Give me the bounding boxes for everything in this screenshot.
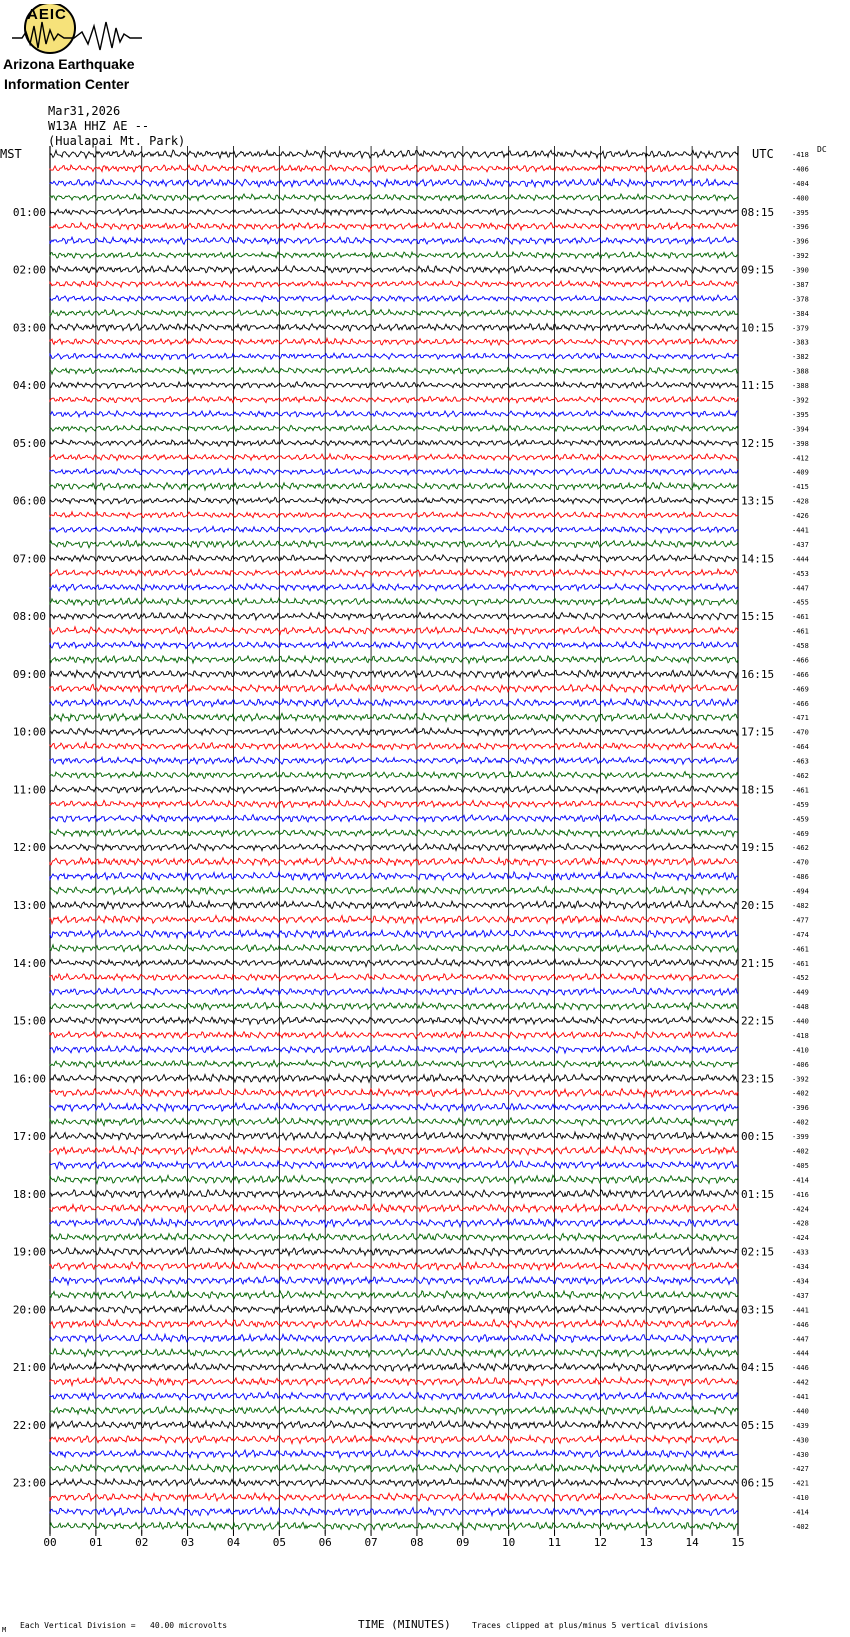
x-tick-label: 01 — [89, 1536, 103, 1549]
utc-hour-label: 19:15 — [741, 841, 775, 855]
x-axis-title: TIME (MINUTES) — [358, 1618, 451, 1631]
dc-offset-label: -469 — [792, 829, 809, 838]
dc-offset-label: -461 — [792, 786, 809, 795]
dc-offset-label: -477 — [792, 916, 809, 925]
seismic-trace — [50, 815, 738, 822]
seismic-trace — [50, 612, 738, 619]
seismic-trace — [50, 209, 738, 216]
seismic-trace — [50, 684, 738, 692]
x-tick-label: 00 — [43, 1536, 57, 1549]
seismic-trace — [50, 310, 738, 317]
utc-hour-label: 04:15 — [741, 1361, 775, 1375]
dc-offset-label: -402 — [792, 1523, 809, 1531]
seismic-trace — [50, 440, 738, 447]
seismic-trace — [50, 699, 738, 707]
seismic-trace — [50, 295, 738, 302]
x-tick-label: 09 — [456, 1536, 470, 1549]
dc-offset-label: -378 — [792, 295, 809, 304]
dc-offset-label: -430 — [792, 1450, 809, 1459]
dc-offset-label: -466 — [792, 699, 809, 708]
dc-offset-label: -424 — [792, 1234, 809, 1243]
mst-hour-label: 18:00 — [12, 1187, 46, 1201]
seismic-trace — [50, 179, 738, 187]
seismic-trace — [50, 974, 738, 981]
seismic-trace — [50, 1407, 738, 1415]
utc-axis-label: UTC — [752, 147, 774, 161]
dc-offset-label: -461 — [792, 613, 809, 622]
dc-offset-label: -418 — [792, 151, 809, 159]
mst-hour-label: 10:00 — [12, 725, 46, 739]
date-label: Mar31,2026 — [48, 104, 121, 118]
dc-offset-label: -395 — [792, 410, 809, 419]
dc-offset-label: -462 — [792, 844, 809, 853]
seismic-trace — [50, 1377, 738, 1385]
mst-hour-label: 16:00 — [12, 1072, 46, 1086]
dc-offset-label: -384 — [792, 309, 809, 318]
seismic-trace — [50, 150, 738, 158]
mst-hour-label: 03:00 — [12, 321, 46, 335]
seismic-trace — [50, 1421, 738, 1429]
utc-hour-label: 17:15 — [741, 725, 775, 739]
seismic-trace — [50, 728, 738, 735]
dc-offset-label: -437 — [792, 1291, 809, 1300]
dc-offset-label: -387 — [792, 280, 809, 289]
seismic-trace — [50, 1291, 738, 1299]
seismic-trace — [50, 353, 738, 359]
dc-offset-label: -426 — [792, 512, 809, 521]
seismic-trace — [50, 1363, 738, 1371]
mst-hour-label: 14:00 — [12, 956, 46, 970]
dc-offset-label: -409 — [792, 468, 809, 477]
seismic-trace — [50, 1305, 738, 1313]
seismic-trace — [50, 1262, 738, 1270]
dc-offset-label: -428 — [792, 1219, 809, 1228]
mst-hour-label: 21:00 — [12, 1361, 46, 1375]
seismic-trace — [50, 382, 738, 389]
seismic-trace — [50, 1392, 738, 1400]
dc-offset-label: -424 — [792, 1205, 809, 1214]
seismic-trace — [50, 1017, 738, 1024]
dc-offset-label: -410 — [792, 1046, 809, 1055]
seismic-trace — [50, 237, 738, 244]
seismic-trace — [50, 411, 738, 418]
seismic-trace — [50, 1118, 738, 1126]
seismic-trace — [50, 844, 738, 851]
mst-hour-label: 01:00 — [12, 205, 46, 219]
seismic-trace — [50, 368, 738, 375]
seismic-trace — [50, 540, 738, 547]
utc-hour-label: 18:15 — [741, 783, 775, 797]
dc-offset-label: -441 — [792, 1306, 809, 1315]
seismic-trace — [50, 512, 738, 518]
utc-hour-label: 21:15 — [741, 956, 775, 970]
utc-hour-label: 20:15 — [741, 898, 775, 912]
mst-hour-label: 07:00 — [12, 552, 46, 566]
dc-offset-label: -421 — [792, 1479, 809, 1488]
dc-offset-label: -446 — [792, 1364, 809, 1373]
seismic-trace — [50, 872, 738, 881]
seismic-trace — [50, 1479, 738, 1487]
dc-offset-label: -447 — [792, 584, 809, 593]
mst-hour-label: 09:00 — [12, 667, 46, 681]
x-tick-label: 15 — [731, 1536, 745, 1549]
mst-hour-label: 15:00 — [12, 1014, 46, 1028]
station-label: W13A HHZ AE -- — [48, 119, 150, 133]
x-tick-label: 04 — [226, 1536, 241, 1549]
seismic-trace — [50, 1161, 738, 1169]
dc-offset-label: -396 — [792, 223, 809, 232]
seismic-trace — [50, 945, 738, 952]
logo-line2: Information Center — [4, 76, 130, 92]
dc-offset-label: -414 — [792, 1176, 809, 1185]
dc-offset-label: -390 — [792, 266, 809, 275]
utc-hour-label: 08:15 — [741, 205, 775, 219]
utc-hour-label: 22:15 — [741, 1014, 775, 1028]
dc-offset-label: -470 — [792, 858, 809, 867]
mst-hour-label: 11:00 — [12, 783, 46, 797]
x-tick-label: 13 — [639, 1536, 653, 1549]
utc-hour-label: 10:15 — [741, 321, 775, 335]
dc-offset-label: -402 — [792, 1118, 809, 1127]
mst-hour-label: 22:00 — [12, 1418, 46, 1432]
seismic-trace — [50, 1233, 738, 1241]
mst-axis-label: MST — [0, 147, 22, 161]
seismic-trace — [50, 324, 738, 331]
seismic-trace — [50, 1334, 738, 1342]
seismic-trace — [50, 757, 738, 764]
seismic-trace — [50, 713, 738, 721]
dc-offset-label: -441 — [792, 1393, 809, 1402]
mst-hour-label: 06:00 — [12, 494, 46, 508]
seismic-trace — [50, 482, 738, 490]
seismic-trace — [50, 396, 738, 403]
dc-offset-label: -469 — [792, 685, 809, 694]
seismic-trace — [50, 165, 738, 172]
scale-note: Each Vertical Division = 40.00 microvolts — [20, 1621, 228, 1630]
dc-offset-label: -410 — [792, 1494, 809, 1503]
seismic-trace — [50, 569, 738, 577]
seismic-trace — [50, 1522, 738, 1530]
seismic-trace — [50, 1204, 738, 1212]
dc-offset-label: -482 — [792, 901, 809, 910]
seismic-trace — [50, 497, 738, 504]
dc-offset-label: -452 — [792, 974, 809, 983]
seismic-trace — [50, 1219, 738, 1227]
seismic-trace — [50, 771, 738, 778]
utc-hour-label: 03:15 — [741, 1303, 775, 1317]
seismic-trace — [50, 598, 738, 605]
seismic-trace — [50, 742, 738, 749]
seismic-trace — [50, 1103, 738, 1111]
seismic-trace — [50, 959, 738, 967]
utc-hour-label: 09:15 — [741, 263, 775, 277]
utc-hour-label: 23:15 — [741, 1072, 775, 1086]
dc-offset-label: -453 — [792, 569, 809, 578]
utc-hour-label: 00:15 — [741, 1130, 775, 1144]
utc-hour-label: 05:15 — [741, 1418, 775, 1432]
dc-offset-label: -463 — [792, 757, 809, 766]
mst-hour-label: 23:00 — [12, 1476, 46, 1490]
dc-offset-label: -415 — [792, 483, 809, 492]
dc-offset-label: -437 — [792, 540, 809, 549]
seismic-trace — [50, 857, 738, 866]
dc-offset-label: -449 — [792, 988, 809, 997]
seismic-trace — [50, 1507, 738, 1515]
utc-hour-label: 02:15 — [741, 1245, 775, 1259]
dc-offset-label: -486 — [792, 873, 809, 882]
seismic-trace — [50, 1060, 738, 1067]
utc-hour-label: 11:15 — [741, 379, 775, 393]
seismic-trace — [50, 627, 738, 635]
seismic-trace — [50, 1074, 738, 1082]
mst-hour-label: 05:00 — [12, 436, 46, 450]
dc-offset-label: -392 — [792, 396, 809, 405]
seismic-trace — [50, 988, 738, 995]
dc-offset-label: -412 — [792, 454, 809, 463]
dc-offset-label: -433 — [792, 1248, 809, 1257]
utc-hour-label: 06:15 — [741, 1476, 775, 1490]
dc-offset-label: -458 — [792, 642, 809, 651]
dc-offset-label: -402 — [792, 1089, 809, 1098]
mst-hour-label: 17:00 — [12, 1130, 46, 1144]
dc-offset-label: -416 — [792, 1190, 809, 1199]
utc-hour-label: 13:15 — [741, 494, 775, 508]
dc-offset-label: -442 — [792, 1378, 809, 1387]
dc-offset-label: -392 — [792, 1075, 809, 1084]
seismic-trace — [50, 901, 738, 909]
utc-hour-label: 15:15 — [741, 610, 775, 624]
dc-offset-label: -400 — [792, 194, 809, 203]
dc-offset-label: -418 — [792, 1031, 809, 1040]
utc-hour-label: 14:15 — [741, 552, 775, 566]
logo-line1: Arizona Earthquake — [3, 56, 135, 72]
seismic-trace — [50, 1002, 738, 1010]
dc-offset-label: -444 — [792, 1349, 809, 1358]
seismic-trace — [50, 1450, 738, 1458]
dc-offset-label: -434 — [792, 1277, 809, 1286]
x-tick-label: 05 — [272, 1536, 286, 1549]
seismic-trace — [50, 886, 738, 894]
dc-offset-label: -459 — [792, 800, 809, 809]
seismic-trace — [50, 526, 738, 532]
dc-offset-label: -459 — [792, 815, 809, 824]
seismic-trace — [50, 930, 738, 938]
x-tick-label: 11 — [547, 1536, 562, 1549]
mst-hour-label: 19:00 — [12, 1245, 46, 1259]
seismic-trace — [50, 425, 738, 432]
mst-hour-label: 12:00 — [12, 841, 46, 855]
dc-offset-label: -396 — [792, 237, 809, 246]
dc-offset-label: -414 — [792, 1508, 809, 1517]
seismic-trace — [50, 916, 738, 924]
dc-offset-label: -406 — [792, 1060, 809, 1069]
seismic-trace — [50, 1089, 738, 1097]
dc-offset-label: -396 — [792, 1104, 809, 1113]
seismic-trace — [50, 1349, 738, 1357]
utc-hour-label: 01:15 — [741, 1187, 775, 1201]
x-tick-label: 02 — [135, 1536, 149, 1549]
seismic-trace — [50, 252, 738, 259]
seismic-trace — [50, 1493, 738, 1501]
dc-offset-label: -427 — [792, 1465, 809, 1474]
dc-offset-label: -461 — [792, 627, 809, 636]
dc-offset-label: -474 — [792, 930, 809, 939]
dc-offset-label: -471 — [792, 714, 809, 723]
dc-offset-label: -447 — [792, 1335, 809, 1344]
dc-offset-label: -379 — [792, 324, 809, 333]
dc-offset-label: -464 — [792, 743, 809, 752]
x-tick-label: 10 — [502, 1536, 516, 1549]
x-tick-label: 12 — [593, 1536, 608, 1549]
seismic-trace — [50, 584, 738, 591]
x-tick-label: 07 — [364, 1536, 378, 1549]
mst-hour-label: 20:00 — [12, 1303, 46, 1317]
dc-axis-label: DC — [817, 145, 827, 154]
dc-offset-label: -399 — [792, 1133, 809, 1142]
seismic-trace — [50, 454, 738, 461]
dc-offset-label: -439 — [792, 1421, 809, 1430]
dc-offset-label: -455 — [792, 598, 809, 607]
dc-offset-label: -444 — [792, 555, 809, 564]
dc-offset-label: -466 — [792, 670, 809, 679]
seismic-trace — [50, 1132, 738, 1140]
dc-offset-label: -448 — [792, 1003, 809, 1012]
corner-mark: M — [2, 1626, 7, 1634]
seismic-trace — [50, 1320, 738, 1329]
seismic-trace — [50, 670, 738, 678]
seismic-trace — [50, 1175, 738, 1183]
seismic-trace — [50, 1046, 738, 1054]
dc-offset-label: -405 — [792, 1161, 809, 1170]
dc-offset-label: -383 — [792, 338, 809, 347]
dc-offset-label: -446 — [792, 1320, 809, 1329]
dc-offset-label: -461 — [792, 959, 809, 968]
dc-offset-label: -461 — [792, 945, 809, 954]
seismic-trace — [50, 555, 738, 562]
mst-hour-label: 08:00 — [12, 610, 46, 624]
dc-offset-label: -440 — [792, 1017, 809, 1026]
seismic-trace — [50, 1435, 738, 1443]
dc-offset-label: -395 — [792, 208, 809, 217]
seismic-trace — [50, 800, 738, 807]
utc-hour-label: 12:15 — [741, 436, 775, 450]
seismic-trace — [50, 1248, 738, 1256]
dc-offset-label: -494 — [792, 887, 809, 896]
x-tick-label: 14 — [685, 1536, 699, 1549]
x-tick-label: 03 — [180, 1536, 195, 1549]
mst-hour-label: 13:00 — [12, 898, 46, 912]
seismic-trace — [50, 281, 738, 288]
seismic-trace — [50, 266, 738, 273]
dc-offset-label: -394 — [792, 425, 809, 434]
seismic-trace — [50, 1276, 738, 1284]
logo-badge: AEIC — [27, 6, 67, 23]
mst-hour-label: 04:00 — [12, 379, 46, 393]
dc-offset-label: -388 — [792, 382, 809, 391]
dc-offset-label: -392 — [792, 252, 809, 261]
seismic-trace — [50, 641, 738, 649]
dc-offset-label: -434 — [792, 1263, 809, 1272]
dc-offset-label: -428 — [792, 497, 809, 506]
seismic-trace — [50, 786, 738, 793]
seismic-trace — [50, 1464, 738, 1472]
seismic-trace — [50, 194, 738, 201]
dc-offset-label: -440 — [792, 1407, 809, 1416]
dc-offset-label: -406 — [792, 165, 809, 174]
dc-offset-label: -404 — [792, 179, 809, 188]
seismic-trace — [50, 1190, 738, 1198]
seismic-trace — [50, 338, 738, 345]
dc-offset-label: -470 — [792, 728, 809, 737]
site-label: (Hualapai Mt. Park) — [48, 134, 186, 148]
seismic-trace — [50, 469, 738, 475]
dc-offset-label: -462 — [792, 772, 809, 781]
utc-hour-label: 16:15 — [741, 667, 775, 681]
dc-offset-label: -388 — [792, 367, 809, 376]
dc-offset-label: -430 — [792, 1436, 809, 1445]
dc-offset-label: -466 — [792, 656, 809, 665]
clip-note: Traces clipped at plus/minus 5 vertical divisions — [472, 1621, 709, 1630]
x-tick-label: 08 — [410, 1536, 424, 1549]
seismic-trace — [50, 1147, 738, 1155]
seismic-trace — [50, 656, 738, 664]
dc-offset-label: -398 — [792, 439, 809, 448]
seismic-trace — [50, 829, 738, 836]
dc-offset-label: -402 — [792, 1147, 809, 1156]
dc-offset-label: -441 — [792, 526, 809, 535]
seismic-trace — [50, 1031, 738, 1038]
x-tick-label: 06 — [318, 1536, 332, 1549]
seismic-trace — [50, 223, 738, 230]
dc-offset-label: -382 — [792, 353, 809, 362]
mst-hour-label: 02:00 — [12, 263, 46, 277]
